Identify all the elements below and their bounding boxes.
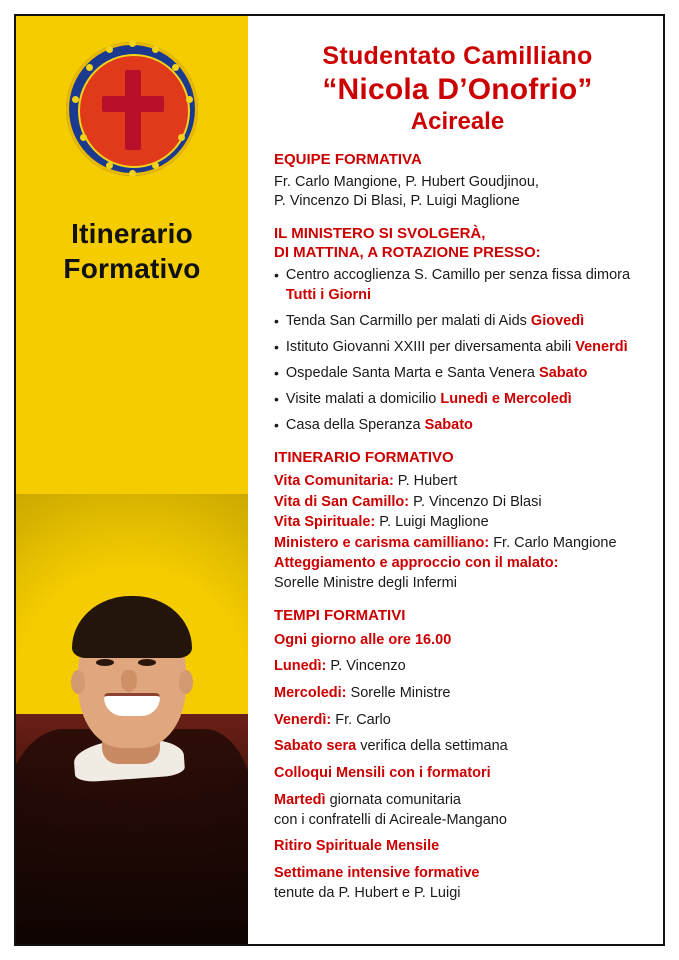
- ministero-item-2-text: Istituto Giovanni XXIII per diversamenta abili: [285, 338, 572, 355]
- ministero-list: [274, 266, 641, 435]
- tempi-row-5-key: Colloqui Mensili con i formatori: [274, 765, 491, 782]
- itinerario-row: [274, 533, 641, 554]
- ministero-item-0-days: Tutti i Giorni: [285, 286, 372, 303]
- tempi-settimane-sub: tenute da P. Hubert e P. Luigi: [274, 884, 461, 901]
- itinerario-row-2-label: Vita Spirituale:: [274, 514, 376, 531]
- itinerario-row-2-value: P. Luigi Maglione: [375, 514, 489, 531]
- portrait-brow-right: [136, 649, 158, 654]
- list-item-text: [286, 390, 641, 409]
- itinerario-row: [274, 512, 641, 533]
- list-item-text: [286, 312, 641, 331]
- tempi-row-4-key: Sabato sera: [274, 738, 357, 755]
- left-panel-title: [16, 216, 248, 286]
- section-title-equipe: EQUIPE FORMATIVA: [274, 151, 422, 169]
- tempi-row2-1-key: Settimane intensive formative: [274, 864, 480, 881]
- left-title-line-2: Formativo: [63, 253, 201, 284]
- equipe-members-line-1: Fr. Carlo Mangione, P. Hubert Goudjinou,: [274, 174, 539, 191]
- list-item: [274, 364, 641, 383]
- tempi-row: [274, 737, 641, 757]
- portrait-eye-left: [96, 659, 114, 666]
- portrait-eye-right: [138, 659, 156, 666]
- itinerario-row: [274, 553, 641, 574]
- portrait-nose: [121, 670, 137, 692]
- itinerario-row-4-label: Atteggiamento e approccio con il malato:: [274, 555, 559, 572]
- title-line-3: Acireale: [410, 107, 505, 135]
- bullet-icon: •: [274, 364, 279, 381]
- title-line-2: “Nicola D’Onofrio”: [322, 73, 593, 106]
- section-title-tempi: TEMPI FORMATIVI: [274, 606, 406, 624]
- poster-title: [274, 42, 641, 135]
- bullet-icon: •: [274, 312, 279, 329]
- portrait-brow-left: [94, 649, 116, 654]
- tempi-row: [274, 837, 641, 857]
- nicola-donofrio-portrait: [16, 494, 248, 944]
- equipe-members-line-2: P. Vincenzo Di Blasi, P. Luigi Maglione: [274, 193, 520, 210]
- ministero-title-line-1: IL MINISTERO SI SVOLGERÀ,: [274, 224, 486, 242]
- ministero-item-5-text: Casa della Speranza: [285, 417, 421, 434]
- camillian-red-cross-emblem: [66, 34, 198, 182]
- tempi-row-0-key: Ogni giorno alle ore 16.00: [274, 631, 452, 648]
- section-title-itinerario: ITINERARIO FORMATIVO: [274, 449, 454, 467]
- title-line-1: Studentato Camilliano: [322, 42, 593, 70]
- ministero-item-4-days: Lunedì e Mercoledì: [440, 391, 572, 408]
- section-title-ministero: [274, 225, 641, 263]
- tempi-row-6-value: giornata comunitaria: [325, 791, 461, 808]
- itinerario-row: [274, 492, 641, 513]
- tempi-row: [274, 631, 641, 651]
- tempi-row-2-key: Mercoledi:: [274, 684, 347, 701]
- ministero-item-1-text: Tenda San Carmillo per malati di Aids: [285, 312, 527, 329]
- tempi-row-3-value: Fr. Carlo: [331, 711, 391, 728]
- list-item: [274, 338, 641, 357]
- itinerario-row-3-label: Ministero e carisma camilliano:: [274, 534, 490, 551]
- ministero-item-2-days: Venerdì: [575, 338, 628, 355]
- emblem-dots: [66, 34, 198, 184]
- bullet-icon: •: [274, 267, 279, 284]
- list-item-text: [286, 266, 641, 304]
- tempi-row: [274, 684, 641, 704]
- bullet-icon: •: [274, 417, 279, 434]
- itinerario-row-1-value: P. Vincenzo Di Blasi: [409, 493, 542, 510]
- list-item: [274, 312, 641, 331]
- content-column: [248, 16, 663, 944]
- ministero-item-3-text: Ospedale Santa Marta e Santa Venera: [285, 364, 535, 381]
- itinerario-row-3-value: Fr. Carlo Mangione: [489, 534, 617, 551]
- itinerario-footer: Sorelle Ministre degli Infermi: [274, 574, 457, 591]
- tempi-martedi-sub: con i confratelli di Acireale-Mangano: [274, 811, 507, 828]
- itinerario-row-0-label: Vita Comunitaria:: [274, 473, 394, 490]
- portrait-ear-right: [179, 670, 193, 694]
- tempi-row: [274, 657, 641, 677]
- ministero-item-3-days: Sabato: [539, 364, 588, 381]
- portrait-mouth: [104, 693, 160, 716]
- list-item: [274, 390, 641, 409]
- tempi-rows: [274, 631, 641, 904]
- itinerario-row-0-value: P. Hubert: [393, 473, 458, 490]
- tempi-row-1-key: Lunedì:: [274, 658, 327, 675]
- bullet-icon: •: [274, 338, 279, 355]
- list-item: [274, 416, 641, 435]
- itinerario-rows: [274, 471, 641, 593]
- itinerario-row-1-label: Vita di San Camillo:: [274, 493, 410, 510]
- tempi-row: [274, 764, 641, 784]
- bullet-icon: •: [274, 391, 279, 408]
- list-item-text: [286, 416, 641, 435]
- tempi-row-3-key: Venerdì:: [274, 711, 332, 728]
- ministero-item-1-days: Giovedì: [530, 312, 585, 329]
- tempi-row-1-value: P. Vincenzo: [326, 658, 406, 675]
- tempi-row: [274, 864, 641, 903]
- ministero-item-0-text: Centro accoglienza S. Camillo per senza fissa dimora: [285, 267, 631, 284]
- left-yellow-panel: [16, 16, 248, 944]
- tempi-row2-0-key: Ritiro Spirituale Mensile: [274, 838, 440, 855]
- tempi-row-4-value: verifica della settimana: [356, 738, 508, 755]
- tempi-row-2-value: Sorelle Ministre: [346, 684, 451, 701]
- itinerario-row: [274, 471, 641, 492]
- tempi-row: [274, 791, 641, 830]
- portrait-hair: [72, 596, 192, 658]
- ministero-item-4-text: Visite malati a domicilio: [285, 391, 437, 408]
- poster-frame: [14, 14, 665, 946]
- left-title-line-1: Itinerario: [71, 218, 193, 249]
- tempi-row: [274, 711, 641, 731]
- portrait-ear-left: [71, 670, 85, 694]
- tempi-row-6-key: Martedì: [274, 791, 326, 808]
- ministero-title-line-2: DI MATTINA, A ROTAZIONE PRESSO:: [274, 243, 541, 261]
- list-item-text: [286, 364, 641, 383]
- ministero-item-5-days: Sabato: [424, 417, 473, 434]
- list-item: [274, 266, 641, 304]
- list-item-text: [286, 338, 641, 357]
